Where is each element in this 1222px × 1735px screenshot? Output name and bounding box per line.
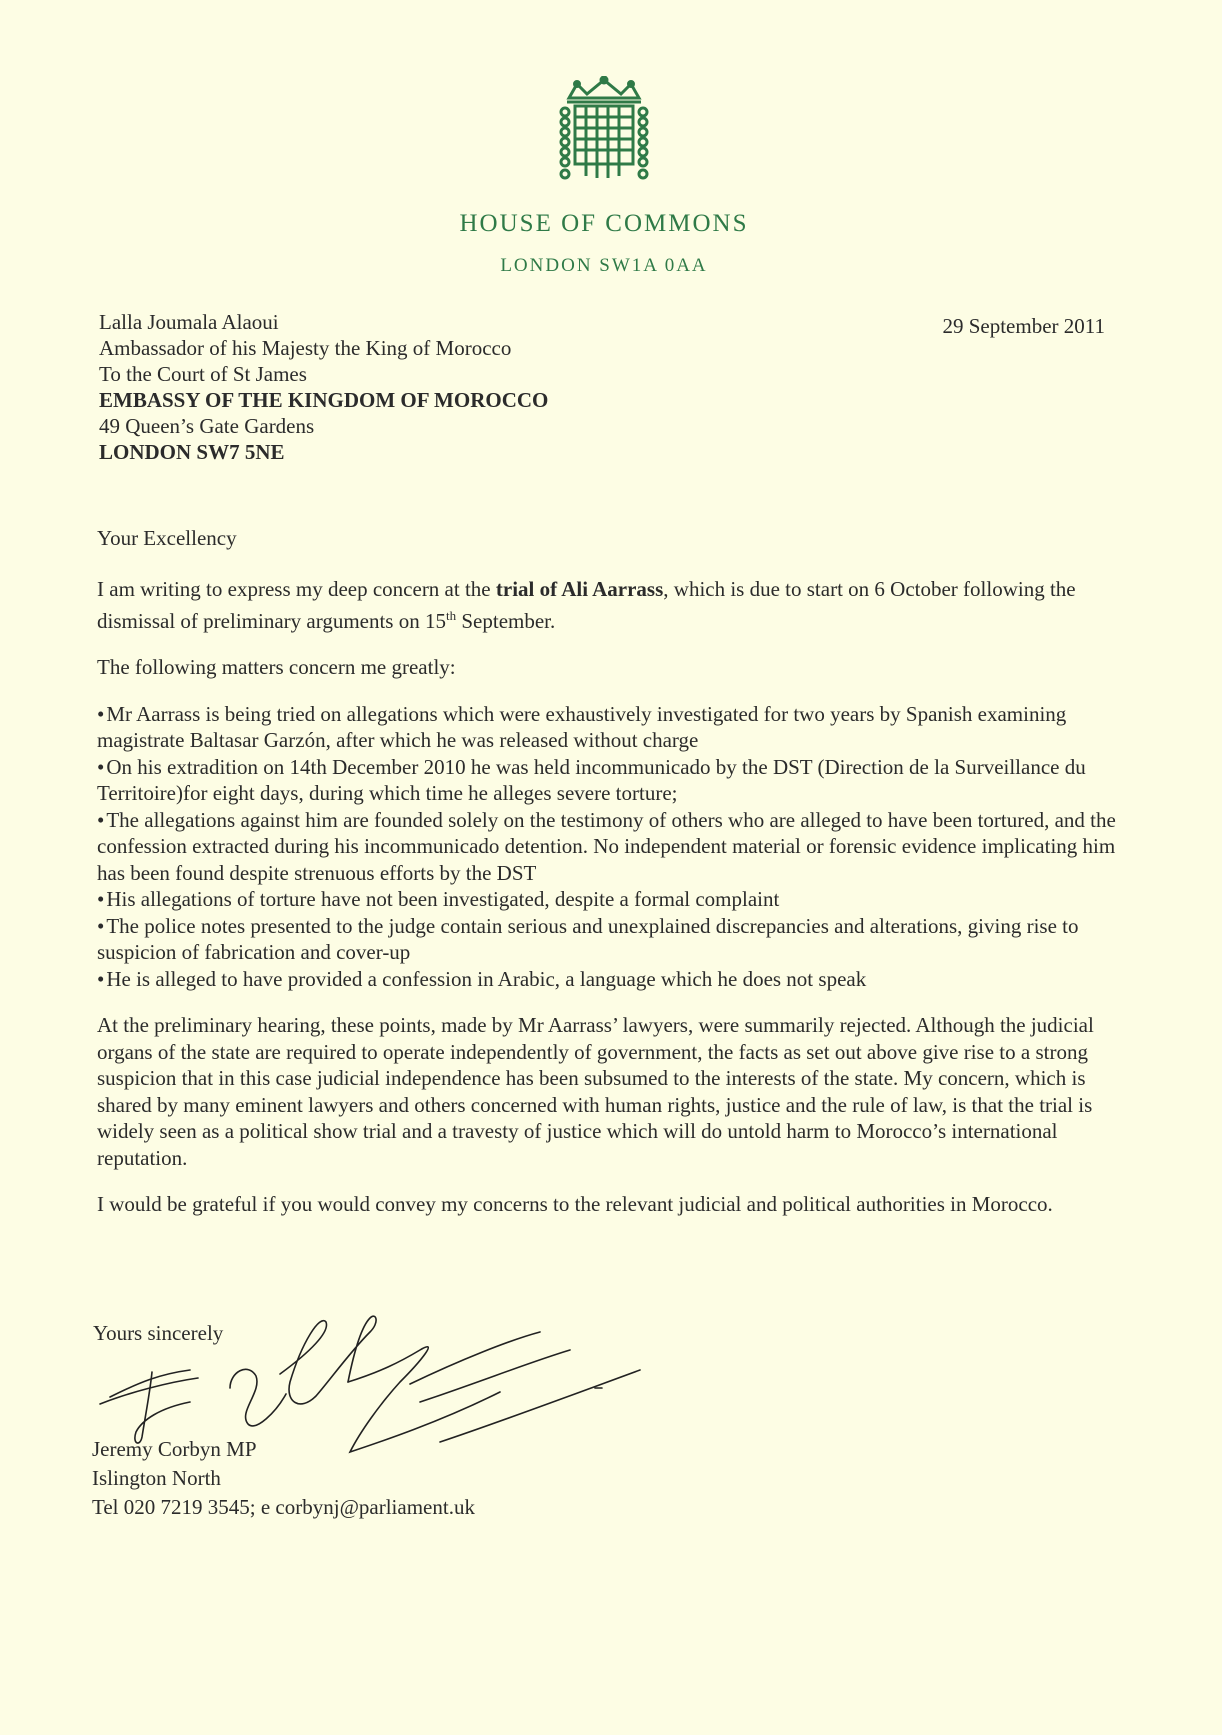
paragraph-hearing: At the preliminary hearing, these points, made by Mr Aarrass’ lawyers, were summarily rejected. Although the judicial organs of the state are required to operate independently of government, the facts as set out above give rise to a strong suspicion that in this case judicial independence has been subsumed to the interests of the state. My concern, which is shared by many eminent lawyers and others concerned with human rights, justice and the rule of law, is that the trial is widely seen as a political show trial and a travesty of justice which will do untold harm to Morocco’s international reputation. <box>97 1013 1094 1170</box>
recipient-court: To the Court of St James <box>99 362 307 386</box>
list-item: • On his extradition on 14th December 2010 he was held incommunicado by the DST (Direction de la Surveillance du Territoire)for eight days, during which time he alleges severe torture; <box>97 754 1127 807</box>
letterhead-address: LONDON SW1A 0AA <box>500 255 708 276</box>
signer-block <box>92 1435 475 1522</box>
recipient-street: 49 Queen’s Gate Gardens <box>99 414 315 438</box>
closing-line: Yours sincerely <box>93 1321 224 1345</box>
para1-text-end: September. <box>456 608 556 633</box>
signer-constituency: Islington North <box>92 1466 221 1490</box>
list-item: • His allegations of torture have not been investigated, despite a formal complaint <box>97 886 1127 913</box>
paragraph-intro <box>97 576 1127 634</box>
list-item: • He is alleged to have provided a confession in Arabic, a language which he does not speak <box>97 966 1127 993</box>
letterhead-org-name: HOUSE OF COMMONS <box>459 210 749 237</box>
recipient-name: Lalla Joumala Alaoui <box>99 310 279 334</box>
para1-superscript: th <box>445 607 457 623</box>
list-item: • The police notes presented to the judge contain serious and unexplained discrepancies and alterations, giving rise to suspicion of fabrication and cover-up <box>97 913 1127 966</box>
concerns-list <box>97 701 1127 993</box>
portcullis-icon <box>557 76 651 182</box>
salutation: Your Excellency <box>97 526 237 550</box>
bullets-lead-in: The following matters concern me greatly: <box>97 655 456 679</box>
letter-date: 29 September 2011 <box>942 314 1105 338</box>
signer-contact: Tel 020 7219 3545; e corbynj@parliament.uk <box>92 1495 475 1519</box>
letter-body <box>97 576 1127 1238</box>
signer-name: Jeremy Corbyn MP <box>92 1437 257 1461</box>
list-item: • Mr Aarrass is being tried on allegations which were exhaustively investigated for two years by Spanish examining magistrate Baltasar Garzón, after which he was released without charge <box>97 701 1127 754</box>
recipient-organization: EMBASSY OF THE KINGDOM OF MOROCCO <box>99 388 549 412</box>
list-item: • The allegations against him are founded solely on the testimony of others who are alleged to have been tortured, and the confession extracted during his incommunicado detention. No independent material or forensic evidence implicating him has been found despite strenuous efforts by the DST <box>97 807 1127 887</box>
recipient-city: LONDON SW7 5NE <box>99 440 285 464</box>
paragraph-request: I would be grateful if you would convey my concerns to the relevant judicial and political authorities in Morocco. <box>97 1192 1053 1216</box>
para1-text-middle: , which is due to start on 6 October following the dismissal of preliminary arguments on 15 <box>97 577 1076 633</box>
para1-text-start: I am writing to express my deep concern at the <box>97 577 496 601</box>
recipient-address-block <box>99 309 548 465</box>
recipient-title: Ambassador of his Majesty the King of Morocco <box>99 336 512 360</box>
para1-bold-subject: trial of Ali Aarrass <box>495 577 664 601</box>
